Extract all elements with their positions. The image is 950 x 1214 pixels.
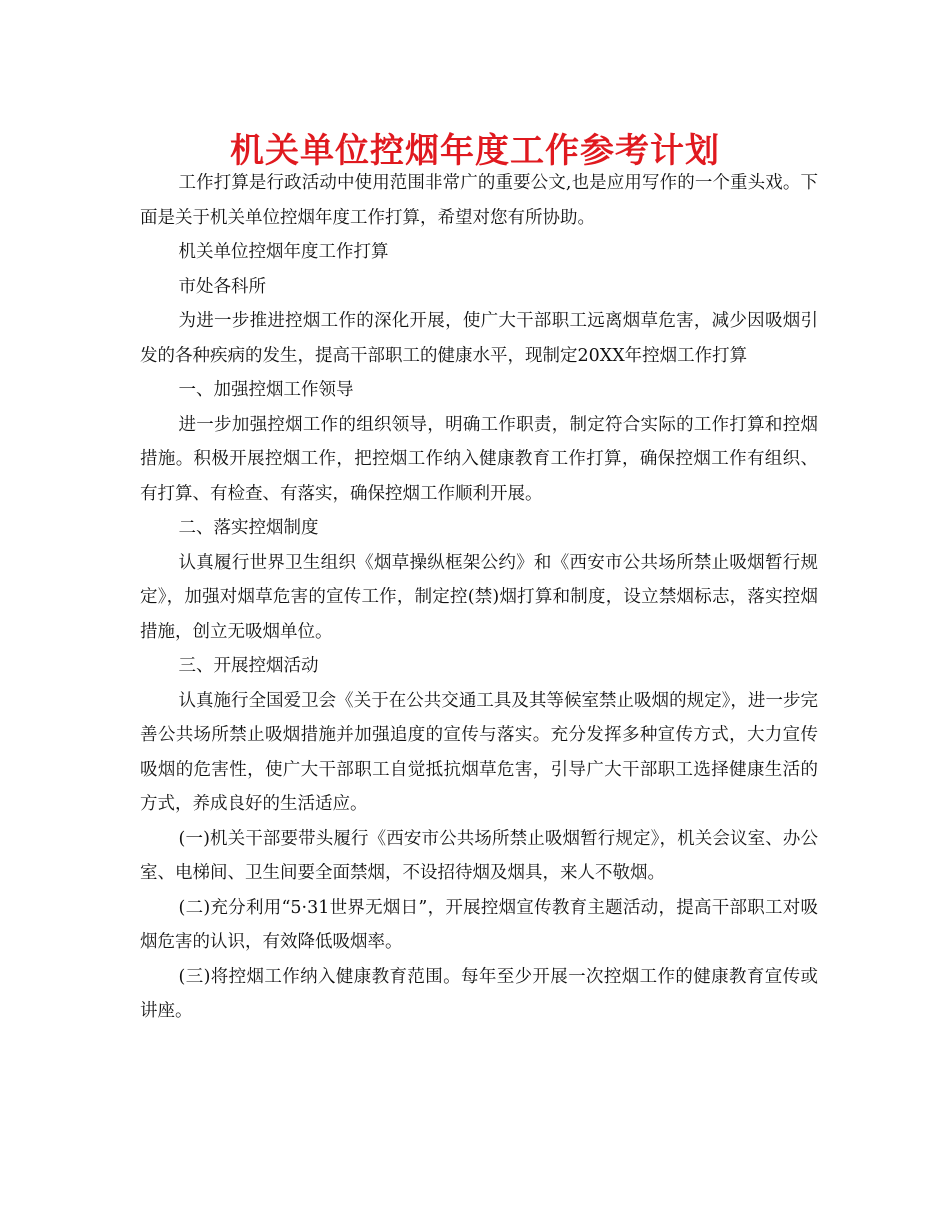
paragraph-intro: 工作打算是行政活动中使用范围非常广的重要公文,也是应用写作的一个重头戏。下面是关于机关单位控烟年度工作打算，希望对您有所协助。	[140, 173, 818, 228]
section-heading-3: 三、开展控烟活动	[178, 656, 319, 676]
section-heading-2: 二、落实控烟制度	[178, 518, 319, 538]
section-body-2: 认真履行世界卫生组织《烟草操纵框架公约》和《西安市公共场所禁止吸烟暂行规定》，加强对烟草危害的宣传工作，制定控(禁)烟打算和制度，设立禁烟标志，落实控烟措施，创立无吸烟单位。	[140, 552, 818, 642]
paragraph-purpose: 为进一步推进控烟工作的深化开展，使广大干部职工远离烟草危害，减少因吸烟引发的各种疾病的发生，提高干部职工的健康水平，现制定20XX年控烟工作打算	[140, 311, 818, 366]
list-item-1: (一)机关干部要带头履行《西安市公共场所禁止吸烟暂行规定》，机关会议室、办公室、电梯间、卫生间要全面禁烟，不设招待烟及烟具，来人不敬烟。	[140, 828, 818, 883]
list-item-2: (二)充分利用“5·31世界无烟日”，开展控烟宣传教育主题活动，提高干部职工对吸烟危害的认识，有效降低吸烟率。	[140, 897, 818, 952]
section-heading-1: 一、加强控烟工作领导	[178, 380, 354, 400]
document-body	[140, 166, 818, 1029]
section-body-3: 认真施行全国爱卫会《关于在公共交通工具及其等候室禁止吸烟的规定》，进一步完善公共场所禁止吸烟措施并加强追度的宣传与落实。充分发挥多种宣传方式，大力宣传吸烟的危害性，使广大干部职工自觉抵抗烟草危害，引导广大干部职工选择健康生活的方式，养成良好的生活适应。	[140, 690, 818, 814]
document-title: 机关单位控烟年度工作参考计划	[230, 131, 720, 171]
section-body-1: 进一步加强控烟工作的组织领导，明确工作职责，制定符合实际的工作打算和控烟措施。积极开展控烟工作，把控烟工作纳入健康教育工作打算，确保控烟工作有组织、有打算、有检查、有落实，确保控烟工作顺利开展。	[140, 414, 818, 504]
paragraph-recipient: 市处各科所	[178, 276, 266, 297]
list-item-3: (三)将控烟工作纳入健康教育范围。每年至少开展一次控烟工作的健康教育宣传或讲座。	[140, 966, 818, 1021]
paragraph-subtitle: 机关单位控烟年度工作打算	[178, 242, 389, 262]
